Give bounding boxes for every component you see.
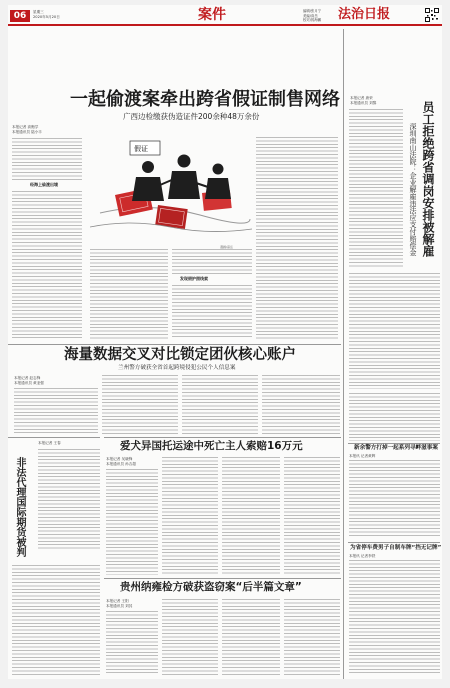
brief-2-byline: 本报讯 记者李铁 xyxy=(349,554,376,558)
bottom-story-rule xyxy=(104,578,341,579)
right-column-rule xyxy=(343,29,344,679)
byline-reporter: 本报记者 唐荣 xyxy=(350,96,373,100)
lead-byline xyxy=(12,125,42,135)
mid-body-col-2 xyxy=(102,375,178,434)
proofreader-name: 校对/郭海鹏 xyxy=(303,18,322,23)
death-body-col-2 xyxy=(162,457,218,575)
lead-body-col-4 xyxy=(256,137,338,339)
mid-byline xyxy=(14,376,44,386)
svg-text:假证: 假证 xyxy=(134,145,148,153)
date-line xyxy=(33,10,60,20)
left-story-rule xyxy=(8,437,100,438)
death-body-col-4 xyxy=(284,457,340,575)
right-story-body-2 xyxy=(349,273,440,389)
illustration-caption: 漫画/高岳 xyxy=(220,245,234,249)
lead-headline: 一起偷渡案牵出跨省假证制售网络 xyxy=(70,89,340,110)
left-story-byline: 本报记者 王春 xyxy=(38,441,61,445)
lead-body-col-1 xyxy=(12,138,82,180)
date: 2020年5月20日 xyxy=(33,15,60,19)
lead-illustration xyxy=(90,135,252,243)
byline-reporter: 本报记者 高衡学 xyxy=(12,125,39,129)
brief-1-headline: 新余警方打掉一起系列寻衅滋事案 xyxy=(354,445,438,451)
right-story-subheadline: 深圳南山法院：企业解雇违法应支付赔偿金 xyxy=(409,123,417,256)
page-number: 06 xyxy=(10,10,30,22)
right-story-body-1 xyxy=(349,109,403,269)
designer-name: 美编/高岳 xyxy=(303,13,318,18)
byline-reporter: 本报记者 赵志锋 xyxy=(14,376,41,380)
editor-credits xyxy=(303,9,321,23)
left-story-body-2 xyxy=(12,565,100,675)
death-story-byline xyxy=(106,457,136,467)
death-body-col-3 xyxy=(222,457,280,575)
bottom-story-byline xyxy=(106,599,132,609)
mid-headline: 海量数据交叉对比锁定团伙核心账户 xyxy=(64,347,296,363)
mid-subheadline: 兰州警方破获全省首起跨境侵犯公民个人信息案 xyxy=(118,365,236,371)
left-story-headline: 非法代理国际期货被判 xyxy=(14,457,25,557)
brief-1-byline: 本报讯 记者黄辉 xyxy=(349,454,376,458)
lead-body-col-1-cont xyxy=(12,191,82,339)
byline-correspondent: 本报通讯员 刘其 xyxy=(106,604,133,608)
byline-reporter: 本报记者 王阳 xyxy=(106,599,129,603)
right-brief-rule-1 xyxy=(348,443,440,444)
masthead-logo: 法治日报 xyxy=(338,7,391,22)
newspaper-page xyxy=(8,5,442,679)
lead-body-col-3-cont xyxy=(172,285,252,339)
mid-body-col-1 xyxy=(14,388,98,434)
death-body-col-1 xyxy=(106,469,158,575)
mid-body-col-3 xyxy=(182,375,258,434)
section-title: 案件 xyxy=(198,7,226,23)
byline-correspondent: 本报通讯员 陆小丰 xyxy=(12,130,42,134)
bottom-body-col-3 xyxy=(222,599,280,675)
brief-2-body xyxy=(349,560,440,675)
bottom-story-headline: 贵州纳雍检方破获盗窃案“后半篇文章” xyxy=(120,581,302,593)
death-story-headline: 爱犬异国托运途中死亡主人索赔16万元 xyxy=(120,440,303,452)
mid-rule xyxy=(8,344,341,345)
right-story-headline: 员工拒绝跨省调岗安排被解雇 xyxy=(421,101,435,257)
header-rule xyxy=(8,24,442,26)
bottom-body-col-4 xyxy=(284,599,340,675)
qr-code xyxy=(425,7,439,21)
lead-subhead-1: 经海上偷渡出境 xyxy=(30,182,58,187)
lead-subheadline: 广西边检缴获伪造证件200余种48万余份 xyxy=(123,112,260,121)
brief-1-body xyxy=(349,460,440,538)
editor-name: 编辑/张月宁 xyxy=(303,9,322,13)
byline-correspondent: 本报通讯员 刘黎 xyxy=(350,101,377,105)
right-story-byline xyxy=(350,96,376,106)
weekday: 星期三 xyxy=(33,10,44,14)
lead-body-col-2 xyxy=(90,249,168,339)
byline-reporter: 本报记者 吴晓锋 xyxy=(106,457,133,461)
death-story-rule xyxy=(104,437,341,438)
right-story-body-3 xyxy=(349,393,440,441)
lead-subhead-2: 发现假护照线索 xyxy=(180,276,208,281)
mid-body-col-4 xyxy=(262,375,340,434)
left-story-body-1 xyxy=(38,449,100,549)
right-brief-rule-2 xyxy=(348,542,440,543)
lead-body-col-3 xyxy=(172,249,252,275)
brief-2-headline: 为省停车费男子自制车牌“挡无记牌” xyxy=(350,545,442,551)
bottom-body-col-1 xyxy=(106,611,158,675)
bottom-body-col-2 xyxy=(162,599,218,675)
byline-correspondent: 本报通讯员 孙吉超 xyxy=(106,462,136,466)
byline-correspondent: 本报通讯员 黄亚强 xyxy=(14,381,44,385)
